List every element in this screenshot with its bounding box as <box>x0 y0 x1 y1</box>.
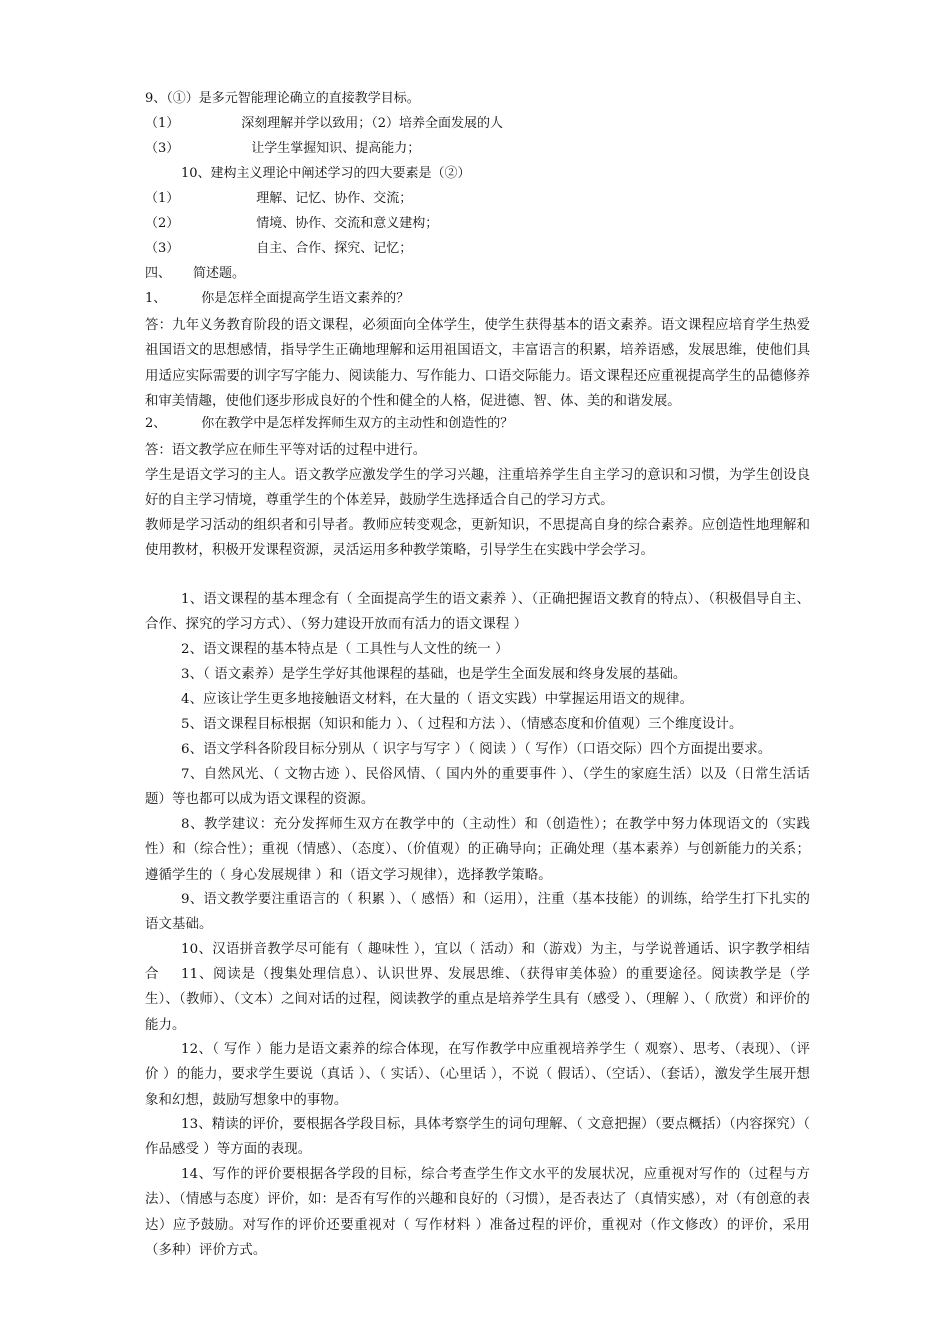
fill-item-7: 7、自然风光、（ 文物古迹 ）、民俗风情、（ 国内外的重要事件 ）、（学生的家庭生活）以及（日常生活话题）等也都可以成为语文课程的资源。 <box>145 767 810 808</box>
short-answer-2-paragraph-3: 教师是学习活动的组织者和引导者。教师应转变观念，更新知识，不思提高自身的综合素养。应创造性地理解和使用教材，积极开发课程资源，灵活运用多种教学策略，引导学生在实践中学会学习。 <box>145 518 810 559</box>
question-number: 1、 <box>145 291 167 306</box>
q9-option-3 <box>145 139 420 159</box>
q10-option-3 <box>145 239 412 259</box>
fill-item-13: 13、精读的评价，要根据各学段目标，具体考察学生的词句理解、（ 文意把握）（要点概括）（内容探究）（ 作品感受 ）等方面的表现。 <box>145 1117 810 1158</box>
short-question-2 <box>145 414 513 434</box>
short-question-1 <box>145 289 409 309</box>
q10-option-2 <box>145 214 438 234</box>
option-number: （2） <box>145 216 180 231</box>
fill-item-1: 1、语文课程的基本理念有（ 全面提高学生的语文素养 ）、（正确把握语文教育的特点）、（积极倡导自主、合作、探究的学习方式）、（努力建设开放而有活力的语文课程 ） <box>145 592 810 633</box>
option-number: （3） <box>145 141 180 156</box>
fill-item-9: 9、语文教学要注重语言的（ 积累 ）、（ 感悟）和（运用），注重（基本技能）的训练，给学生打下扎实的语文基础。 <box>145 892 810 933</box>
q9-question: 9、（①）是多元智能理论确立的直接教学目标。 <box>145 91 420 106</box>
option-text: 理解、记忆、协作、交流； <box>256 191 413 206</box>
fill-item-10: 10、汉语拼音教学尽可能有（ 趣味性 ），宜以（ 活动）和（游戏）为主，与学说普通话、识字教学相结合 <box>145 942 810 983</box>
fill-item-2: 2、语文课程的基本特点是（ 工具性与人文性的统一 ） <box>181 642 509 657</box>
fill-item-14: 14、写作的评价要根据各学段的目标，综合考查学生作文水平的发展状况，应重视对写作的（过程与方法）、（情感与态度）评价，如：是否有写作的兴趣和良好的（习惯），是否表达了（真情实感），对（有创意的表达）应予鼓励。对写作的评价还要重视对（ 写作材料 ）准备过程的评价，重视对（作文修改）的评价，采用（多种）评价方式。 <box>145 1167 810 1258</box>
fill-item-12: 12、（ 写作 ）能力是语文素养的综合体现，在写作教学中应重视培养学生（ 观察）、思考、（表现）、（评价 ）的能力，要求学生要说（真话 ）、（ 实话）、（心里话 ），不说（ 假话）、（空话）、（套话），激发学生展开想象和幻想，鼓励写想象中的事物。 <box>145 1042 810 1108</box>
fill-item-6: 6、语文学科各阶段目标分别从（ 识字与写字 ）（ 阅读 ）（ 写作）（口语交际）四个方面提出要求。 <box>181 742 772 757</box>
option-text: 自主、合作、探究、记忆； <box>256 241 413 256</box>
question-text: 你在教学中是怎样发挥师生双方的主动性和创造性的？ <box>201 416 514 431</box>
section-4-heading <box>145 264 245 284</box>
q9-option-1 <box>145 114 503 134</box>
fill-item-5: 5、语文课程目标根据（知识和能力 ）、（ 过程和方法 ）、（情感态度和价值观）三个维度设计。 <box>181 717 743 732</box>
section-number: 四、 <box>145 266 172 281</box>
q10-question: 10、建构主义理论中阐述学习的四大要素是（②） <box>181 166 471 181</box>
short-answer-1: 答：九年义务教育阶段的语文课程，必须面向全体学生，使学生获得基本的语文素养。语文课程应培育学生热爱祖国语文的思想感情，指导学生正确地理解和运用祖国语文，丰富语言的积累，培养语感，发展思维，使他们具用适应实际需要的训字写字能力、阅读能力、写作能力、口语交际能力。语文课程还应重视提高学生的品德修养和审美情趣，使他们逐步形成良好的个性和健全的人格，促进德、智、体、美的和谐发展。 <box>145 318 810 409</box>
option-number: （1） <box>145 191 180 206</box>
section-title: 简述题。 <box>193 266 246 281</box>
fill-item-3: 3、（ 语文素养）是学生学好其他课程的基础，也是学生全面发展和终身发展的基础。 <box>181 667 687 682</box>
question-number: 2、 <box>145 416 167 431</box>
fill-item-11: 11、阅读是（搜集处理信息）、认识世界、发展思维、（获得审美体验）的重要途径。阅读教学是（学生）、（教师）、（文本）之间对话的过程，阅读教学的重点是培养学生具有（感受 ）、（理解 ）、（ 欣赏）和评价的能力。 <box>145 967 810 1033</box>
short-answer-2-line-1: 答：语文教学应在师生平等对话的过程中进行。 <box>145 443 427 458</box>
fill-item-4: 4、应该让学生更多地接触语文材料，在大量的（ 语文实践）中掌握运用语文的规律。 <box>181 692 694 707</box>
q10-option-1 <box>145 189 412 209</box>
option-number: （3） <box>145 241 180 256</box>
fill-item-8: 8、教学建议：充分发挥师生双方在教学中的（主动性）和（创造性）；在教学中努力体现语文的（实践性）和（综合性）；重视（情感）、（态度）、（价值观）的正确导向；正确处理（基本素养）与创新能力的关系；遵循学生的（ 身心发展规律 ）和（语文学习规律），选择教学策略。 <box>145 817 810 883</box>
option-number: （1） <box>145 116 180 131</box>
option-text: 让学生掌握知识、提高能力； <box>251 141 421 156</box>
question-text: 你是怎样全面提高学生语文素养的？ <box>201 291 410 306</box>
option-text: 情境、协作、交流和意义建构； <box>256 216 439 231</box>
short-answer-2-paragraph-2: 学生是语文学习的主人。语文教学应激发学生的学习兴趣，注重培养学生自主学习的意识和习惯，为学生创设良好的自主学习情境，尊重学生的个体差异，鼓励学生选择适合自己的学习方式。 <box>145 468 810 509</box>
option-text: 深刻理解并学以致用；（2）培养全面发展的人 <box>241 116 504 131</box>
